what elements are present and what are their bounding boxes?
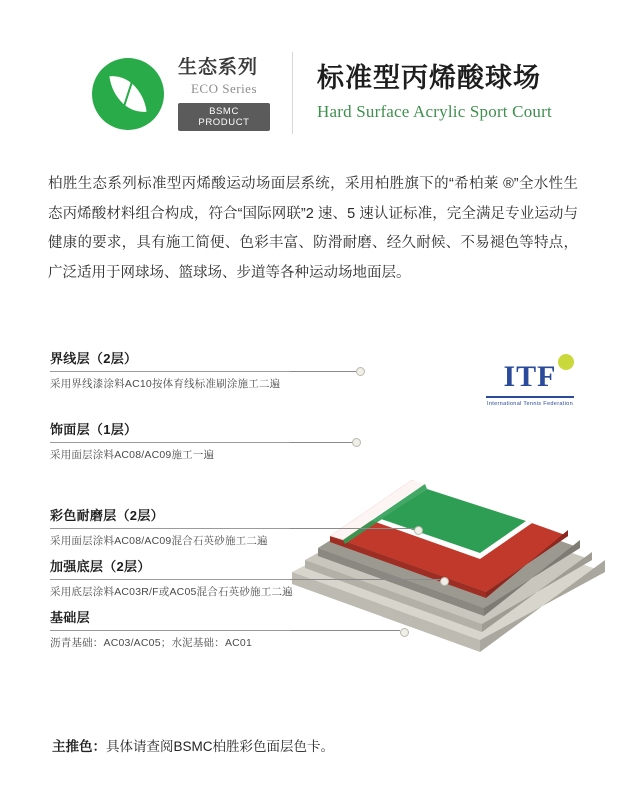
layer-divider — [50, 442, 290, 443]
product-description: 柏胜生态系列标准型丙烯酸运动场面层系统，采用柏胜旗下的“希柏莱 ®”全水性生态丙烯酸材料组合构成，符合“国际网联”2 速、5 速认证标准，完全满足专业运动与健康的要求，具有施工简便、色彩丰富、防滑耐磨、经久耐候、不易褪色等特点，广泛适用于网球场、篮球场、步道等各种运动场地面层。 — [48, 176, 578, 282]
layer-divider — [50, 371, 290, 372]
layer-divider — [50, 528, 290, 529]
callout-dot-3 — [414, 526, 423, 535]
layer-title: 基础层 — [50, 610, 90, 625]
layer-desc: 采用底层涂料AC03R/F或AC05混合石英砂施工二遍 — [50, 586, 293, 598]
layer-divider — [50, 630, 290, 631]
eco-series-cn: 生态系列 — [178, 57, 259, 78]
eco-series-block — [178, 52, 270, 131]
page-subtitle: Hard Surface Acrylic Sport Court — [317, 101, 552, 121]
layer-desc: 采用面层涂料AC08/AC09混合石英砂施工二遍 — [50, 535, 268, 547]
footer-note — [52, 735, 334, 755]
layer-desc: 采用面层涂料AC08/AC09施工一遍 — [50, 449, 215, 461]
layer-label-2 — [50, 419, 350, 462]
bsmc-product-badge: BSMC PRODUCT — [178, 103, 270, 131]
layer-label-3 — [50, 505, 350, 548]
layer-desc: 采用界线漆涂料AC10按体育线标准刷涂施工二遍 — [50, 378, 281, 390]
itf-mark: ITF — [503, 360, 557, 393]
leaf-icon — [92, 58, 164, 130]
layer-label-1 — [50, 348, 350, 391]
court-illustration — [0, 320, 624, 720]
layer-label-5 — [50, 607, 350, 650]
page-title: 标准型丙烯酸球场 — [317, 63, 541, 93]
footer-label: 主推色： — [52, 739, 106, 754]
callout-dot-2 — [352, 438, 361, 447]
itf-subtitle: International Tennis Federation — [486, 401, 573, 407]
layer-divider — [50, 579, 290, 580]
layer-title: 彩色耐磨层（2层） — [50, 508, 164, 523]
layer-title: 界线层（2层） — [50, 351, 138, 366]
callout-dot-4 — [440, 577, 449, 586]
title-block — [292, 52, 552, 134]
callout-dot-1 — [356, 367, 365, 376]
layer-label-4 — [50, 556, 350, 599]
layer-title: 饰面层（1层） — [50, 422, 138, 437]
layer-title: 加强底层（2层） — [50, 559, 151, 574]
layer-desc: 沥青基础：AC03/AC05；水泥基础：AC01 — [50, 637, 253, 649]
eco-series-en: ECO Series — [190, 80, 258, 96]
callout-dot-5 — [400, 628, 409, 637]
footer-text: 具体请查阅BSMC柏胜彩色面层色卡。 — [106, 739, 335, 754]
page-header — [92, 52, 552, 134]
